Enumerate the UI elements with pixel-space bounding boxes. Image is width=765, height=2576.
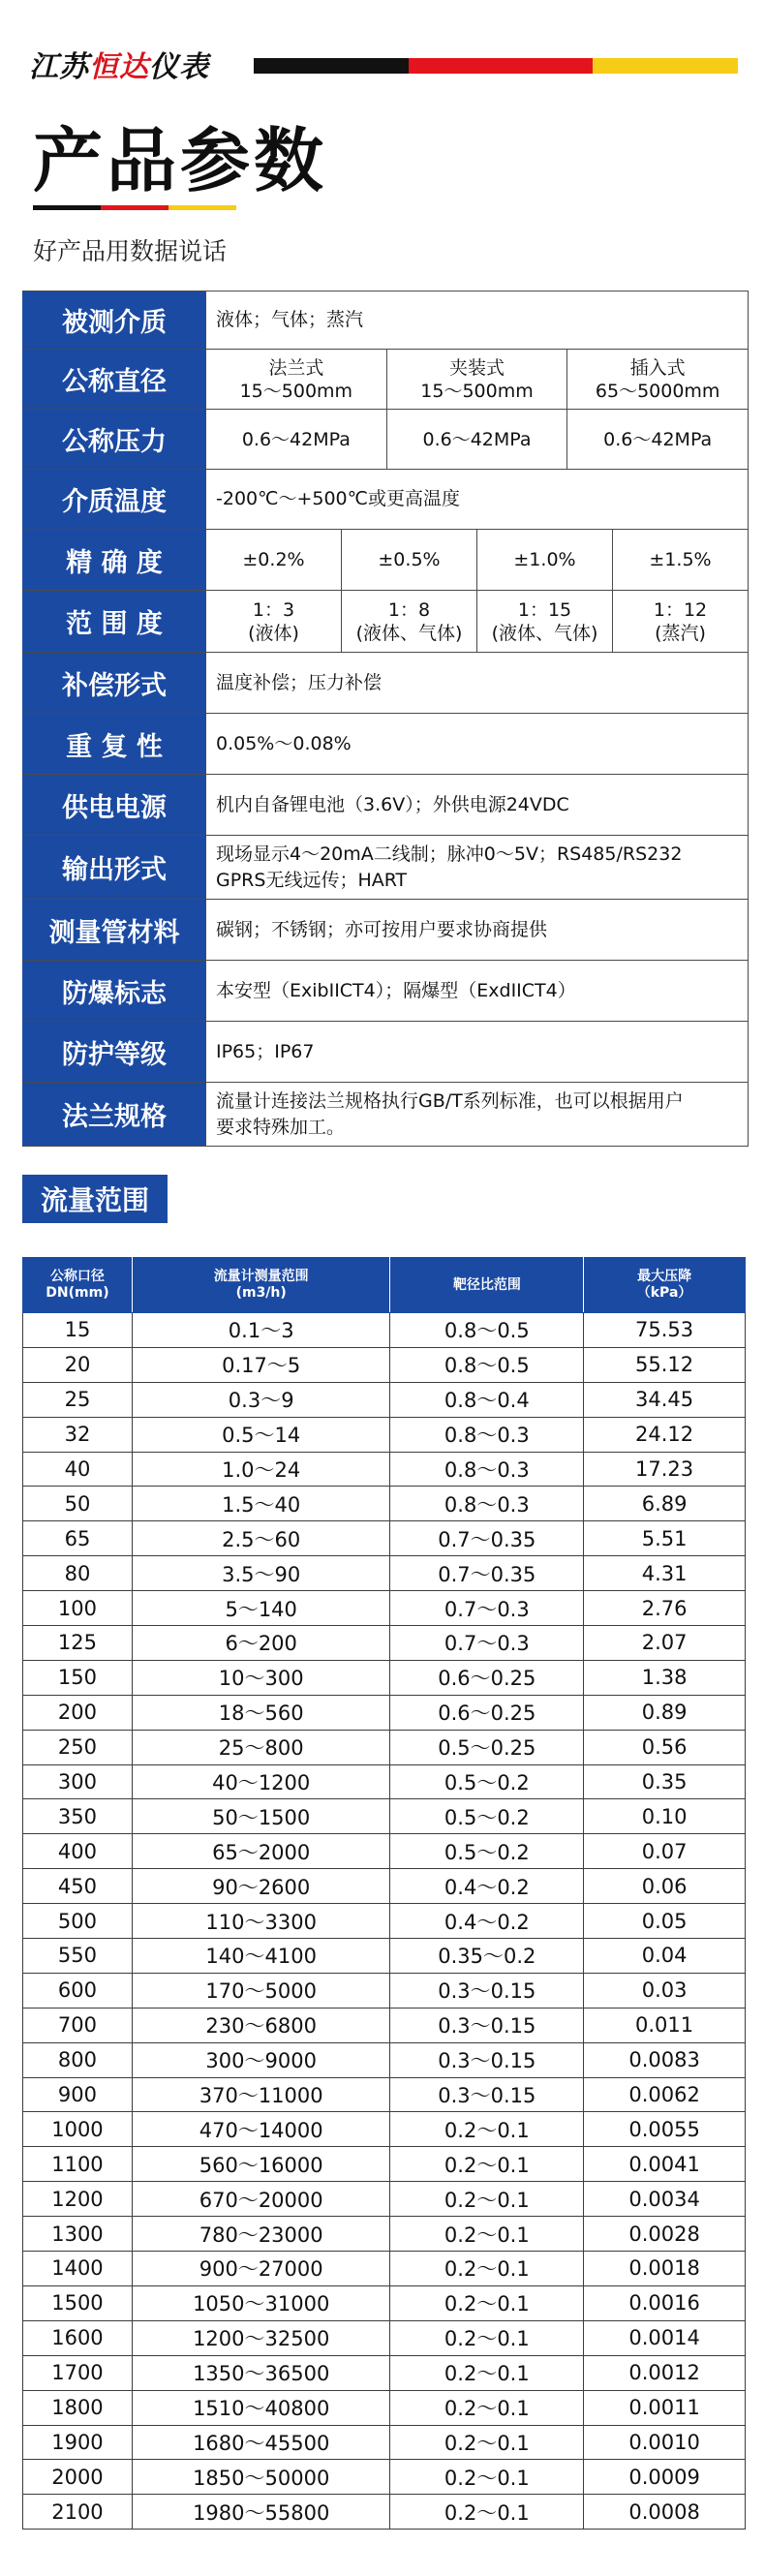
cell-dn: 20 bbox=[23, 1347, 133, 1382]
cell-dn: 600 bbox=[23, 1973, 133, 2008]
cell-pressure-drop: 6.89 bbox=[584, 1487, 746, 1521]
cell-flow-range: 140～4100 bbox=[132, 1939, 390, 1974]
cell-target-ratio: 0.7～0.35 bbox=[390, 1556, 584, 1591]
cell-flow-range: 110～3300 bbox=[132, 1904, 390, 1939]
table-row bbox=[23, 2042, 746, 2077]
table-row bbox=[23, 1660, 746, 1695]
brand-text-3: 仪表 bbox=[149, 50, 209, 84]
table-row bbox=[23, 1556, 746, 1591]
cell-flow-range: 1510～40800 bbox=[132, 2390, 390, 2425]
table-row bbox=[23, 2460, 746, 2495]
spec-cell: 0.6～42MPa bbox=[387, 410, 568, 469]
cell-flow-range: 780～23000 bbox=[132, 2217, 390, 2252]
section-title-flow-range: 流量范围 bbox=[22, 1175, 168, 1223]
cell-flow-range: 5～140 bbox=[132, 1591, 390, 1626]
cell-dn: 1600 bbox=[23, 2320, 133, 2355]
cell-target-ratio: 0.3～0.15 bbox=[390, 2042, 584, 2077]
cell-target-ratio: 0.5～0.2 bbox=[390, 1834, 584, 1869]
cell-pressure-drop: 4.31 bbox=[584, 1556, 746, 1591]
spec-label: 测量管材料 bbox=[22, 900, 206, 960]
cell-target-ratio: 0.35～0.2 bbox=[390, 1939, 584, 1974]
spec-label: 介质温度 bbox=[22, 470, 206, 529]
table-row bbox=[23, 2112, 746, 2147]
cell-flow-range: 90～2600 bbox=[132, 1869, 390, 1904]
cell-flow-range: 370～11000 bbox=[132, 2077, 390, 2112]
spec-label: 被测介质 bbox=[22, 291, 206, 349]
cell-pressure-drop: 0.0018 bbox=[584, 2252, 746, 2286]
cell-pressure-drop: 24.12 bbox=[584, 1417, 746, 1452]
table-row bbox=[23, 2285, 746, 2320]
cell-pressure-drop: 0.89 bbox=[584, 1695, 746, 1730]
stripe-yellow bbox=[593, 58, 738, 74]
title-underline bbox=[33, 205, 236, 210]
cell-pressure-drop: 0.0055 bbox=[584, 2112, 746, 2147]
table-row bbox=[23, 1939, 746, 1974]
cell-target-ratio: 0.2～0.1 bbox=[390, 2320, 584, 2355]
spec-label: 补偿形式 bbox=[22, 653, 206, 713]
page-subtitle: 好产品用数据说话 bbox=[33, 237, 228, 265]
spec-cell: 0.6～42MPa bbox=[603, 428, 713, 450]
cell-pressure-drop: 0.04 bbox=[584, 1939, 746, 1974]
spec-row-flange bbox=[22, 1083, 749, 1147]
cell-dn: 1700 bbox=[23, 2355, 133, 2390]
cell-flow-range: 900～27000 bbox=[132, 2252, 390, 2286]
cell-pressure-drop: 0.0083 bbox=[584, 2042, 746, 2077]
brand-text-1: 江苏 bbox=[29, 50, 89, 84]
table-row bbox=[23, 1834, 746, 1869]
cell-target-ratio: 0.6～0.25 bbox=[390, 1695, 584, 1730]
cell-dn: 200 bbox=[23, 1695, 133, 1730]
underline-black bbox=[33, 205, 101, 210]
cell-flow-range: 50～1500 bbox=[132, 1799, 390, 1834]
cell-flow-range: 25～800 bbox=[132, 1730, 390, 1764]
spec-row-temperature bbox=[22, 470, 749, 530]
cell-target-ratio: 0.8～0.3 bbox=[390, 1417, 584, 1452]
table-row bbox=[23, 2495, 746, 2530]
spec-cell: 1：8 (液体、气体) bbox=[342, 591, 477, 652]
cell-target-ratio: 0.8～0.3 bbox=[390, 1452, 584, 1487]
spec-cell: 1：15 (液体、气体) bbox=[477, 591, 613, 652]
brand-text-2: 恒达 bbox=[89, 50, 149, 84]
cell-pressure-drop: 75.53 bbox=[584, 1313, 746, 1348]
cell-pressure-drop: 55.12 bbox=[584, 1347, 746, 1382]
cell-flow-range: 0.3～9 bbox=[132, 1382, 390, 1417]
spec-value: IP65；IP67 bbox=[216, 1040, 315, 1062]
cell-target-ratio: 0.8～0.3 bbox=[390, 1487, 584, 1521]
cell-flow-range: 1980～55800 bbox=[132, 2495, 390, 2530]
cell-pressure-drop: 0.011 bbox=[584, 2008, 746, 2042]
cell-flow-range: 65～2000 bbox=[132, 1834, 390, 1869]
cell-target-ratio: 0.5～0.25 bbox=[390, 1730, 584, 1764]
cell-dn: 1500 bbox=[23, 2285, 133, 2320]
cell-pressure-drop: 0.0034 bbox=[584, 2182, 746, 2217]
spec-cell: 插入式 65～5000mm bbox=[595, 356, 720, 402]
spec-row-material bbox=[22, 900, 749, 961]
underline-yellow bbox=[168, 205, 236, 210]
cell-pressure-drop: 0.05 bbox=[584, 1904, 746, 1939]
spec-cell: ±0.2% bbox=[206, 530, 342, 590]
spec-label: 公称直径 bbox=[22, 350, 206, 409]
table-row bbox=[23, 1521, 746, 1556]
cell-target-ratio: 0.3～0.15 bbox=[390, 2008, 584, 2042]
cell-dn: 2100 bbox=[23, 2495, 133, 2530]
cell-dn: 1300 bbox=[23, 2217, 133, 2252]
table-row bbox=[23, 1452, 746, 1487]
spec-value: 碳钢；不锈钢；亦可按用户要求协商提供 bbox=[216, 918, 548, 940]
spec-cell: 1：12 (蒸汽) bbox=[653, 598, 708, 644]
spec-row-protection bbox=[22, 1022, 749, 1083]
table-row bbox=[23, 1764, 746, 1799]
cell-flow-range: 300～9000 bbox=[132, 2042, 390, 2077]
cell-dn: 15 bbox=[23, 1313, 133, 1348]
cell-target-ratio: 0.2～0.1 bbox=[390, 2252, 584, 2286]
cell-pressure-drop: 0.0062 bbox=[584, 2077, 746, 2112]
cell-dn: 1100 bbox=[23, 2147, 133, 2182]
table-row bbox=[23, 1487, 746, 1521]
cell-dn: 250 bbox=[23, 1730, 133, 1764]
page-title: 产品参数 bbox=[33, 120, 328, 201]
table-row bbox=[23, 2425, 746, 2460]
spec-label: 重 复 性 bbox=[22, 714, 206, 774]
cell-flow-range: 10～300 bbox=[132, 1660, 390, 1695]
cell-dn: 50 bbox=[23, 1487, 133, 1521]
cell-flow-range: 670～20000 bbox=[132, 2182, 390, 2217]
spec-row-compensation bbox=[22, 653, 749, 714]
brand-logo bbox=[29, 43, 209, 85]
cell-dn: 450 bbox=[23, 1869, 133, 1904]
spec-row-accuracy bbox=[22, 530, 749, 591]
cell-flow-range: 1350～36500 bbox=[132, 2355, 390, 2390]
cell-dn: 1000 bbox=[23, 2112, 133, 2147]
cell-dn: 80 bbox=[23, 1556, 133, 1591]
table-row bbox=[23, 2008, 746, 2042]
cell-pressure-drop: 0.0010 bbox=[584, 2425, 746, 2460]
cell-dn: 150 bbox=[23, 1660, 133, 1695]
table-row bbox=[23, 2147, 746, 2182]
cell-pressure-drop: 0.0009 bbox=[584, 2460, 746, 2495]
table-row bbox=[23, 1417, 746, 1452]
cell-pressure-drop: 0.03 bbox=[584, 1973, 746, 2008]
cell-pressure-drop: 5.51 bbox=[584, 1521, 746, 1556]
cell-flow-range: 1680～45500 bbox=[132, 2425, 390, 2460]
table-row bbox=[23, 2182, 746, 2217]
spec-value: 液体；气体；蒸汽 bbox=[216, 309, 364, 330]
table-row bbox=[23, 1382, 746, 1417]
cell-target-ratio: 0.2～0.1 bbox=[390, 2147, 584, 2182]
cell-pressure-drop: 0.0011 bbox=[584, 2390, 746, 2425]
cell-dn: 40 bbox=[23, 1452, 133, 1487]
cell-dn: 1800 bbox=[23, 2390, 133, 2425]
spec-label: 范 围 度 bbox=[22, 591, 206, 652]
table-row bbox=[23, 1799, 746, 1834]
stripe-red bbox=[409, 58, 593, 74]
cell-pressure-drop: 0.06 bbox=[584, 1869, 746, 1904]
cell-flow-range: 170～5000 bbox=[132, 1973, 390, 2008]
cell-dn: 65 bbox=[23, 1521, 133, 1556]
cell-dn: 700 bbox=[23, 2008, 133, 2042]
spec-value: 流量计连接法兰规格执行GB/T系列标准，也可以根据用户 要求特殊加工。 bbox=[216, 1089, 684, 1138]
cell-pressure-drop: 2.76 bbox=[584, 1591, 746, 1626]
table-row bbox=[23, 1730, 746, 1764]
cell-dn: 800 bbox=[23, 2042, 133, 2077]
cell-flow-range: 1050～31000 bbox=[132, 2285, 390, 2320]
table-row bbox=[23, 1973, 746, 2008]
cell-pressure-drop: 0.0008 bbox=[584, 2495, 746, 2530]
stripe-black bbox=[254, 58, 409, 74]
cell-target-ratio: 0.8～0.5 bbox=[390, 1313, 584, 1348]
cell-dn: 900 bbox=[23, 2077, 133, 2112]
cell-pressure-drop: 0.0016 bbox=[584, 2285, 746, 2320]
cell-dn: 1200 bbox=[23, 2182, 133, 2217]
cell-pressure-drop: 0.56 bbox=[584, 1730, 746, 1764]
cell-flow-range: 6～200 bbox=[132, 1626, 390, 1661]
cell-dn: 32 bbox=[23, 1417, 133, 1452]
cell-dn: 25 bbox=[23, 1382, 133, 1417]
table-row bbox=[23, 2320, 746, 2355]
spec-value: 温度补偿；压力补偿 bbox=[216, 671, 382, 693]
table-row bbox=[23, 1313, 746, 1348]
cell-pressure-drop: 0.0012 bbox=[584, 2355, 746, 2390]
cell-target-ratio: 0.2～0.1 bbox=[390, 2112, 584, 2147]
cell-target-ratio: 0.7～0.3 bbox=[390, 1626, 584, 1661]
spec-row-explosion bbox=[22, 961, 749, 1022]
cell-flow-range: 40～1200 bbox=[132, 1764, 390, 1799]
cell-pressure-drop: 0.10 bbox=[584, 1799, 746, 1834]
cell-dn: 500 bbox=[23, 1904, 133, 1939]
cell-target-ratio: 0.4～0.2 bbox=[390, 1904, 584, 1939]
cell-pressure-drop: 0.0028 bbox=[584, 2217, 746, 2252]
cell-flow-range: 1.0～24 bbox=[132, 1452, 390, 1487]
table-row bbox=[23, 2252, 746, 2286]
cell-flow-range: 230～6800 bbox=[132, 2008, 390, 2042]
cell-pressure-drop: 34.45 bbox=[584, 1382, 746, 1417]
spec-cell: 法兰式 15～500mm bbox=[206, 350, 387, 409]
cell-pressure-drop: 0.07 bbox=[584, 1834, 746, 1869]
spec-label: 输出形式 bbox=[22, 836, 206, 899]
spec-row-repeatability bbox=[22, 714, 749, 775]
table-row bbox=[23, 2077, 746, 2112]
table-row bbox=[23, 2217, 746, 2252]
cell-pressure-drop: 0.0041 bbox=[584, 2147, 746, 2182]
cell-pressure-drop: 0.35 bbox=[584, 1764, 746, 1799]
spec-label: 防爆标志 bbox=[22, 961, 206, 1021]
spec-row-power bbox=[22, 775, 749, 836]
column-header-target-ratio: 靶径比范围 bbox=[390, 1258, 584, 1313]
spec-row-range bbox=[22, 591, 749, 653]
column-header-max-pressure-drop: 最大压降 （kPa） bbox=[584, 1258, 746, 1313]
cell-target-ratio: 0.2～0.1 bbox=[390, 2495, 584, 2530]
spec-cell: 0.6～42MPa bbox=[206, 410, 387, 469]
cell-target-ratio: 0.3～0.15 bbox=[390, 2077, 584, 2112]
spec-cell: 夹装式 15～500mm bbox=[387, 350, 568, 409]
table-row bbox=[23, 1347, 746, 1382]
table-row bbox=[23, 1869, 746, 1904]
cell-flow-range: 3.5～90 bbox=[132, 1556, 390, 1591]
cell-flow-range: 0.5～14 bbox=[132, 1417, 390, 1452]
table-row bbox=[23, 1695, 746, 1730]
cell-flow-range: 0.1～3 bbox=[132, 1313, 390, 1348]
cell-dn: 300 bbox=[23, 1764, 133, 1799]
spec-label: 精 确 度 bbox=[22, 530, 206, 590]
spec-label: 供电电源 bbox=[22, 775, 206, 835]
cell-dn: 100 bbox=[23, 1591, 133, 1626]
cell-target-ratio: 0.2～0.1 bbox=[390, 2425, 584, 2460]
cell-flow-range: 1.5～40 bbox=[132, 1487, 390, 1521]
spec-row-pressure bbox=[22, 410, 749, 470]
cell-dn: 550 bbox=[23, 1939, 133, 1974]
cell-target-ratio: 0.5～0.2 bbox=[390, 1764, 584, 1799]
spec-value: 本安型（ExibIICT4）；隔爆型（ExdIICT4） bbox=[216, 979, 576, 1001]
cell-flow-range: 470～14000 bbox=[132, 2112, 390, 2147]
cell-target-ratio: 0.2～0.1 bbox=[390, 2182, 584, 2217]
cell-dn: 125 bbox=[23, 1626, 133, 1661]
cell-dn: 1400 bbox=[23, 2252, 133, 2286]
cell-target-ratio: 0.7～0.35 bbox=[390, 1521, 584, 1556]
cell-target-ratio: 0.8～0.4 bbox=[390, 1382, 584, 1417]
table-header-row bbox=[23, 1258, 746, 1313]
column-header-dn: 公称口径 DN(mm) bbox=[23, 1258, 133, 1313]
spec-cell: ±0.5% bbox=[342, 530, 477, 590]
spec-value: 机内自备锂电池（3.6V）；外供电源24VDC bbox=[216, 793, 569, 815]
spec-value: 0.05%～0.08% bbox=[216, 732, 352, 754]
spec-table bbox=[22, 291, 749, 1147]
table-row bbox=[23, 2355, 746, 2390]
table-row bbox=[23, 1626, 746, 1661]
cell-flow-range: 560～16000 bbox=[132, 2147, 390, 2182]
cell-target-ratio: 0.2～0.1 bbox=[390, 2217, 584, 2252]
spec-cell: 1：3 (液体) bbox=[206, 591, 342, 652]
underline-red bbox=[101, 205, 168, 210]
spec-cell: ±1.0% bbox=[477, 530, 613, 590]
table-row bbox=[23, 2390, 746, 2425]
cell-flow-range: 1200～32500 bbox=[132, 2320, 390, 2355]
spec-label: 防护等级 bbox=[22, 1022, 206, 1082]
spec-row-medium bbox=[22, 291, 749, 350]
cell-pressure-drop: 1.38 bbox=[584, 1660, 746, 1695]
spec-value: 现场显示4～20mA二线制；脉冲0～5V；RS485/RS232 GPRS无线远传；HART bbox=[216, 843, 683, 891]
cell-dn: 2000 bbox=[23, 2460, 133, 2495]
cell-pressure-drop: 17.23 bbox=[584, 1452, 746, 1487]
table-row bbox=[23, 1591, 746, 1626]
cell-target-ratio: 0.6～0.25 bbox=[390, 1660, 584, 1695]
spec-cell: ±1.5% bbox=[649, 549, 712, 570]
spec-row-output bbox=[22, 836, 749, 900]
spec-row-diameter bbox=[22, 350, 749, 410]
cell-target-ratio: 0.5～0.2 bbox=[390, 1799, 584, 1834]
cell-dn: 1900 bbox=[23, 2425, 133, 2460]
flow-range-table bbox=[22, 1257, 746, 2530]
spec-value: -200℃～+500℃或更高温度 bbox=[216, 488, 460, 509]
cell-target-ratio: 0.3～0.15 bbox=[390, 1973, 584, 2008]
cell-target-ratio: 0.2～0.1 bbox=[390, 2285, 584, 2320]
cell-target-ratio: 0.8～0.5 bbox=[390, 1347, 584, 1382]
spec-label: 公称压力 bbox=[22, 410, 206, 469]
cell-target-ratio: 0.2～0.1 bbox=[390, 2355, 584, 2390]
cell-flow-range: 1850～50000 bbox=[132, 2460, 390, 2495]
cell-flow-range: 18～560 bbox=[132, 1695, 390, 1730]
spec-label: 法兰规格 bbox=[22, 1083, 206, 1146]
cell-target-ratio: 0.7～0.3 bbox=[390, 1591, 584, 1626]
cell-flow-range: 0.17～5 bbox=[132, 1347, 390, 1382]
column-header-flow-range: 流量计测量范围 (m3/h) bbox=[132, 1258, 390, 1313]
table-row bbox=[23, 1904, 746, 1939]
cell-pressure-drop: 0.0014 bbox=[584, 2320, 746, 2355]
cell-target-ratio: 0.4～0.2 bbox=[390, 1869, 584, 1904]
cell-flow-range: 2.5～60 bbox=[132, 1521, 390, 1556]
cell-dn: 350 bbox=[23, 1799, 133, 1834]
cell-dn: 400 bbox=[23, 1834, 133, 1869]
cell-pressure-drop: 2.07 bbox=[584, 1626, 746, 1661]
cell-target-ratio: 0.2～0.1 bbox=[390, 2460, 584, 2495]
header-color-stripes bbox=[254, 58, 738, 74]
cell-target-ratio: 0.2～0.1 bbox=[390, 2390, 584, 2425]
